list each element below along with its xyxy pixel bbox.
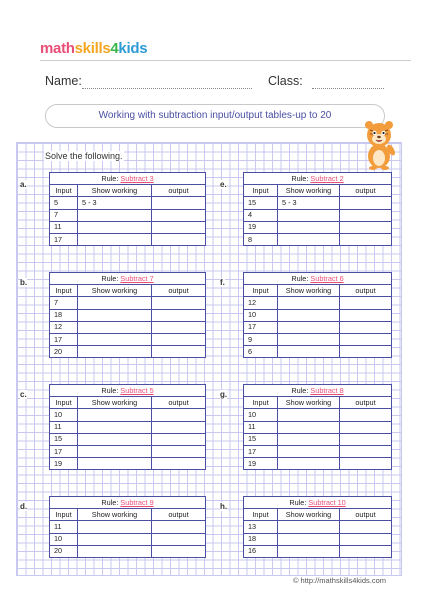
table-row: 17 <box>50 445 206 457</box>
table-row: 7 <box>50 209 206 221</box>
brand-logo <box>40 40 147 57</box>
rule-value: Subtract 9 <box>120 497 154 507</box>
column-header-working: Show working <box>78 185 152 197</box>
column-header-working: Show working <box>78 397 152 409</box>
column-header-working: Show working <box>278 185 340 197</box>
problem-letter-d: d. <box>20 502 28 511</box>
table-row: 6 <box>244 346 392 358</box>
io-table-d <box>49 496 206 558</box>
column-header-working: Show working <box>78 509 152 521</box>
worksheet-title: Working with subtraction input/output tables-up to 20 <box>45 104 385 128</box>
io-table-f <box>243 272 392 358</box>
table-row: 7 <box>50 297 206 309</box>
column-header-output: output <box>152 185 206 197</box>
rule-header: Rule: Subtract 2 <box>244 173 392 185</box>
table-row: 17 <box>50 333 206 345</box>
table-row: 4 <box>244 209 392 221</box>
problem-letter-f: f. <box>220 278 225 287</box>
io-table-e <box>243 172 392 246</box>
column-header-input: Input <box>244 285 278 297</box>
table-row: 18 <box>50 309 206 321</box>
rule-value: Subtract 10 <box>308 497 346 507</box>
table-row: 10 <box>50 409 206 421</box>
table-row: 11 <box>50 421 206 433</box>
rule-value: Subtract 8 <box>310 385 344 395</box>
column-header-output: output <box>340 509 392 521</box>
problem-letter-c: c. <box>20 390 27 399</box>
rule-header: Rule: Subtract 7 <box>50 273 206 285</box>
table-row: 12 <box>244 297 392 309</box>
table-row: 15 <box>50 433 206 445</box>
table-row: 10 <box>244 309 392 321</box>
rule-header: Rule: Subtract 3 <box>50 173 206 185</box>
rule-value: Subtract 5 <box>120 385 154 395</box>
column-header-output: output <box>340 397 392 409</box>
name-label: Name: <box>45 74 82 88</box>
column-header-input: Input <box>50 185 78 197</box>
table-row: 12 <box>50 321 206 333</box>
column-header-output: output <box>152 509 206 521</box>
rule-value: Subtract 7 <box>120 273 154 283</box>
logo-part-kids: kids <box>118 40 148 57</box>
logo-part-skills: skills <box>74 40 111 57</box>
table-row: 20 <box>50 346 206 358</box>
table-row: 10 <box>50 533 206 545</box>
problem-letter-b: b. <box>20 278 28 287</box>
table-row: 19 <box>50 458 206 470</box>
problem-letter-g: g. <box>220 390 228 399</box>
io-table-h <box>243 496 392 558</box>
rule-header: Rule: Subtract 10 <box>244 497 392 509</box>
column-header-input: Input <box>50 509 78 521</box>
table-row: 17 <box>50 233 206 245</box>
table-row: 9 <box>244 333 392 345</box>
column-header-input: Input <box>50 397 78 409</box>
logo-part-4: 4 <box>110 40 119 57</box>
table-row: 15 <box>244 433 392 445</box>
io-table-a <box>49 172 206 246</box>
column-header-input: Input <box>244 509 278 521</box>
column-header-output: output <box>340 185 392 197</box>
header-divider <box>40 60 411 61</box>
logo-part-math: math <box>40 40 75 57</box>
table-row: 10 <box>244 409 392 421</box>
table-row: 11 <box>50 221 206 233</box>
class-field[interactable] <box>312 88 384 89</box>
table-row: 17 <box>244 445 392 457</box>
rule-value: Subtract 3 <box>120 173 154 183</box>
column-header-output: output <box>152 397 206 409</box>
column-header-working: Show working <box>278 397 340 409</box>
table-row: 11 <box>50 521 206 533</box>
column-header-working: Show working <box>278 509 340 521</box>
table-row: 18 <box>244 533 392 545</box>
problem-letter-h: h. <box>220 502 228 511</box>
rule-header: Rule: Subtract 5 <box>50 385 206 397</box>
column-header-input: Input <box>50 285 78 297</box>
problem-letter-a: a. <box>20 180 27 189</box>
io-table-g <box>243 384 392 470</box>
name-field[interactable] <box>82 88 252 89</box>
column-header-input: Input <box>244 185 278 197</box>
column-header-working: Show working <box>278 285 340 297</box>
table-row: 13 <box>244 521 392 533</box>
column-header-working: Show working <box>78 285 152 297</box>
column-header-output: output <box>152 285 206 297</box>
table-row: 15 5 - 3 <box>244 197 392 209</box>
table-row: 16 <box>244 545 392 557</box>
column-header-output: output <box>340 285 392 297</box>
footer-copyright[interactable]: © http://mathskills4kids.com <box>292 576 386 585</box>
rule-value: Subtract 2 <box>310 173 344 183</box>
table-row: 19 <box>244 221 392 233</box>
rule-header: Rule: Subtract 9 <box>50 497 206 509</box>
rule-header: Rule: Subtract 6 <box>244 273 392 285</box>
table-row: 5 5 - 3 <box>50 197 206 209</box>
table-row: 8 <box>244 233 392 245</box>
problem-letter-e: e. <box>220 180 227 189</box>
rule-value: Subtract 6 <box>310 273 344 283</box>
instruction-text: Solve the following. <box>45 151 123 161</box>
io-table-c <box>49 384 206 470</box>
column-header-input: Input <box>244 397 278 409</box>
io-table-b <box>49 272 206 358</box>
table-row: 19 <box>244 458 392 470</box>
tiger-mascot-icon <box>358 118 400 170</box>
table-row: 17 <box>244 321 392 333</box>
class-label: Class: <box>268 74 303 88</box>
rule-header: Rule: Subtract 8 <box>244 385 392 397</box>
table-row: 11 <box>244 421 392 433</box>
table-row: 20 <box>50 545 206 557</box>
